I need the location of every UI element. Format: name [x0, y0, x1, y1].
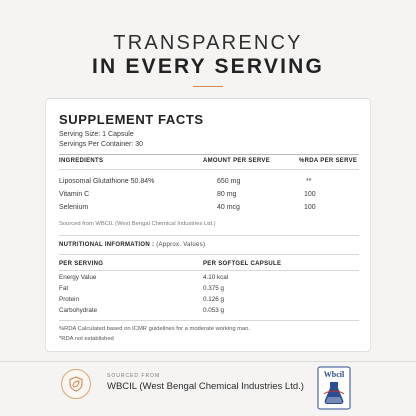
header-amount: AMOUNT PER SERVE [203, 158, 271, 164]
nutrition-title [59, 242, 205, 248]
divider [59, 154, 359, 155]
nutrition-name: Carbohydrate [59, 307, 98, 314]
accent-divider [193, 86, 223, 87]
hero-line-transparency: TRANSPARENCY [113, 32, 303, 54]
source-note: Sourced from WBCIL (West Bengal Chemical Industries Ltd.) [59, 221, 216, 227]
ingredient-name: Selenium [59, 204, 89, 211]
ingredient-rda: ** [306, 178, 312, 185]
leaf-shield-icon [61, 369, 91, 399]
sourced-from-label: SOURCED FROM [107, 373, 161, 379]
ingredient-rda: 100 [304, 204, 316, 211]
divider [59, 270, 359, 271]
footnote-not-established: *RDA not established [59, 336, 114, 342]
serving-size: Serving Size: 1 Capsule [59, 131, 134, 138]
divider [59, 169, 359, 170]
nutrition-name: Protein [59, 296, 79, 303]
supplement-facts-card [45, 98, 371, 352]
header-ingredients: INGREDIENTS [59, 158, 104, 164]
divider [59, 320, 359, 321]
footnote-rda: %RDA Calculated based on ICMR guidelines for a moderate working man. [59, 326, 251, 332]
nutrition-name: Fat [59, 285, 69, 292]
header-per-serving: PER SERVING [59, 261, 104, 267]
nutrition-value: 4.10 kcal [203, 274, 229, 281]
servings-per-container: Servings Per Container: 30 [59, 141, 144, 148]
header-rda: %RDA PER SERVE [299, 158, 358, 164]
ingredient-amount: 650 mg [217, 178, 241, 185]
ingredient-name: Vitamin C [59, 191, 90, 198]
supplement-facts-title: SUPPLEMENT FACTS [59, 112, 204, 127]
divider [59, 254, 359, 255]
footer-divider [0, 361, 416, 362]
ingredient-amount: 40 mcg [217, 204, 240, 211]
nutrition-value: 0.126 g [203, 296, 225, 303]
wbcil-logo [317, 366, 351, 410]
nutrition-name: Energy Value [59, 274, 97, 281]
nutrition-title-label: NUTRITIONAL INFORMATION : [59, 242, 155, 248]
nutrition-value: 0.053 g [203, 307, 225, 314]
ingredient-amount: 80 mg [217, 191, 237, 198]
divider [59, 235, 359, 236]
nutrition-subtitle: (Approx. Values) [156, 242, 206, 248]
header-per-softgel: PER SOFTGEL CAPSULE [203, 261, 282, 267]
hero-line-every-serving: IN EVERY SERVING [91, 55, 325, 78]
nutrition-value: 0.375 g [203, 285, 225, 292]
ingredient-rda: 100 [304, 191, 316, 198]
ingredient-name: Liposomal Glutathione 50.84% [59, 178, 155, 185]
sourced-from-company: WBCIL (West Bengal Chemical Industries Ltd.) [107, 381, 304, 392]
logo-wordmark: Wbcil [323, 370, 345, 379]
